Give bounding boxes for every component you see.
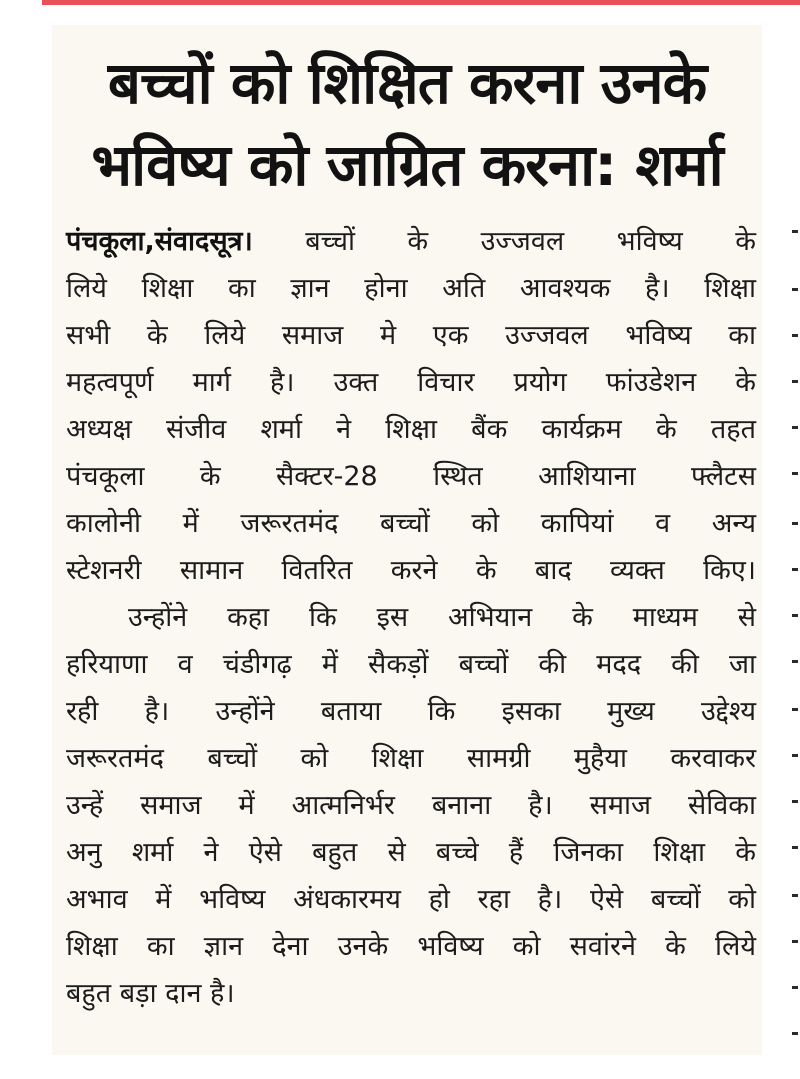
article-line: स्टेशनरी सामान वितरित करने के बाद व्यक्त किए। xyxy=(66,555,756,586)
article-line: अध्यक्ष संजीव शर्मा ने शिक्षा बैंक कार्यक्रम के तहत xyxy=(66,414,756,445)
article-line: जरूरतमंद बच्चों को शिक्षा सामग्री मुहैया करवाकर xyxy=(66,743,756,774)
article-line: शिक्षा का ज्ञान देना उनके भविष्य को सवांरने के लिये xyxy=(66,931,756,962)
dateline: पंचकूला,संवादसूत्र। xyxy=(66,226,253,257)
article-line-text: बच्चों के उज्जवल भविष्य के xyxy=(305,226,757,257)
article-line: बहुत बड़ा दान है। xyxy=(66,978,235,1009)
article-line: उन्हें समाज में आत्मनिर्भर बनाना है। समाज सेविका xyxy=(66,790,756,821)
headline xyxy=(62,42,752,206)
article-line: हरियाणा व चंडीगढ़ में सैकड़ों बच्चों की मदद की जा xyxy=(66,649,756,680)
top-accent-rule xyxy=(42,0,800,5)
article-line: कालोनी में जरूरतमंद बच्चों को कापियां व अन्य xyxy=(66,508,756,539)
article-line: महत्वपूर्ण मार्ग है। उक्त विचार प्रयोग फांउडेशन के xyxy=(66,367,756,398)
article-line: उन्होंने कहा कि इस अभियान के माध्यम से xyxy=(128,602,756,633)
article-line: अभाव में भविष्य अंधकारमय हो रहा है। ऐसे बच्चों को xyxy=(66,884,756,915)
article-line: अनु शर्मा ने ऐसे बहुत से बच्चे हैं जिनका शिक्षा के xyxy=(66,837,756,868)
headline-line-2: भविष्य को जाग्रित करना: शर्मा xyxy=(91,131,723,199)
article-body xyxy=(66,218,756,1017)
adjacent-column-edge xyxy=(786,230,800,1050)
article-line: लिये शिक्षा का ज्ञान होना अति आवश्यक है। शिक्षा xyxy=(66,273,756,304)
article-line: सभी के लिये समाज मे एक उज्जवल भविष्य का xyxy=(66,320,756,351)
article-line: रही है। उन्होंने बताया कि इसका मुख्य उद्देश्य xyxy=(66,696,756,727)
article-line xyxy=(66,218,756,265)
article-line: पंचकूला के सैक्टर-28 स्थित आशियाना फ्लैटस xyxy=(66,461,756,492)
headline-line-1: बच्चों को शिक्षित करना उनके xyxy=(107,49,707,117)
